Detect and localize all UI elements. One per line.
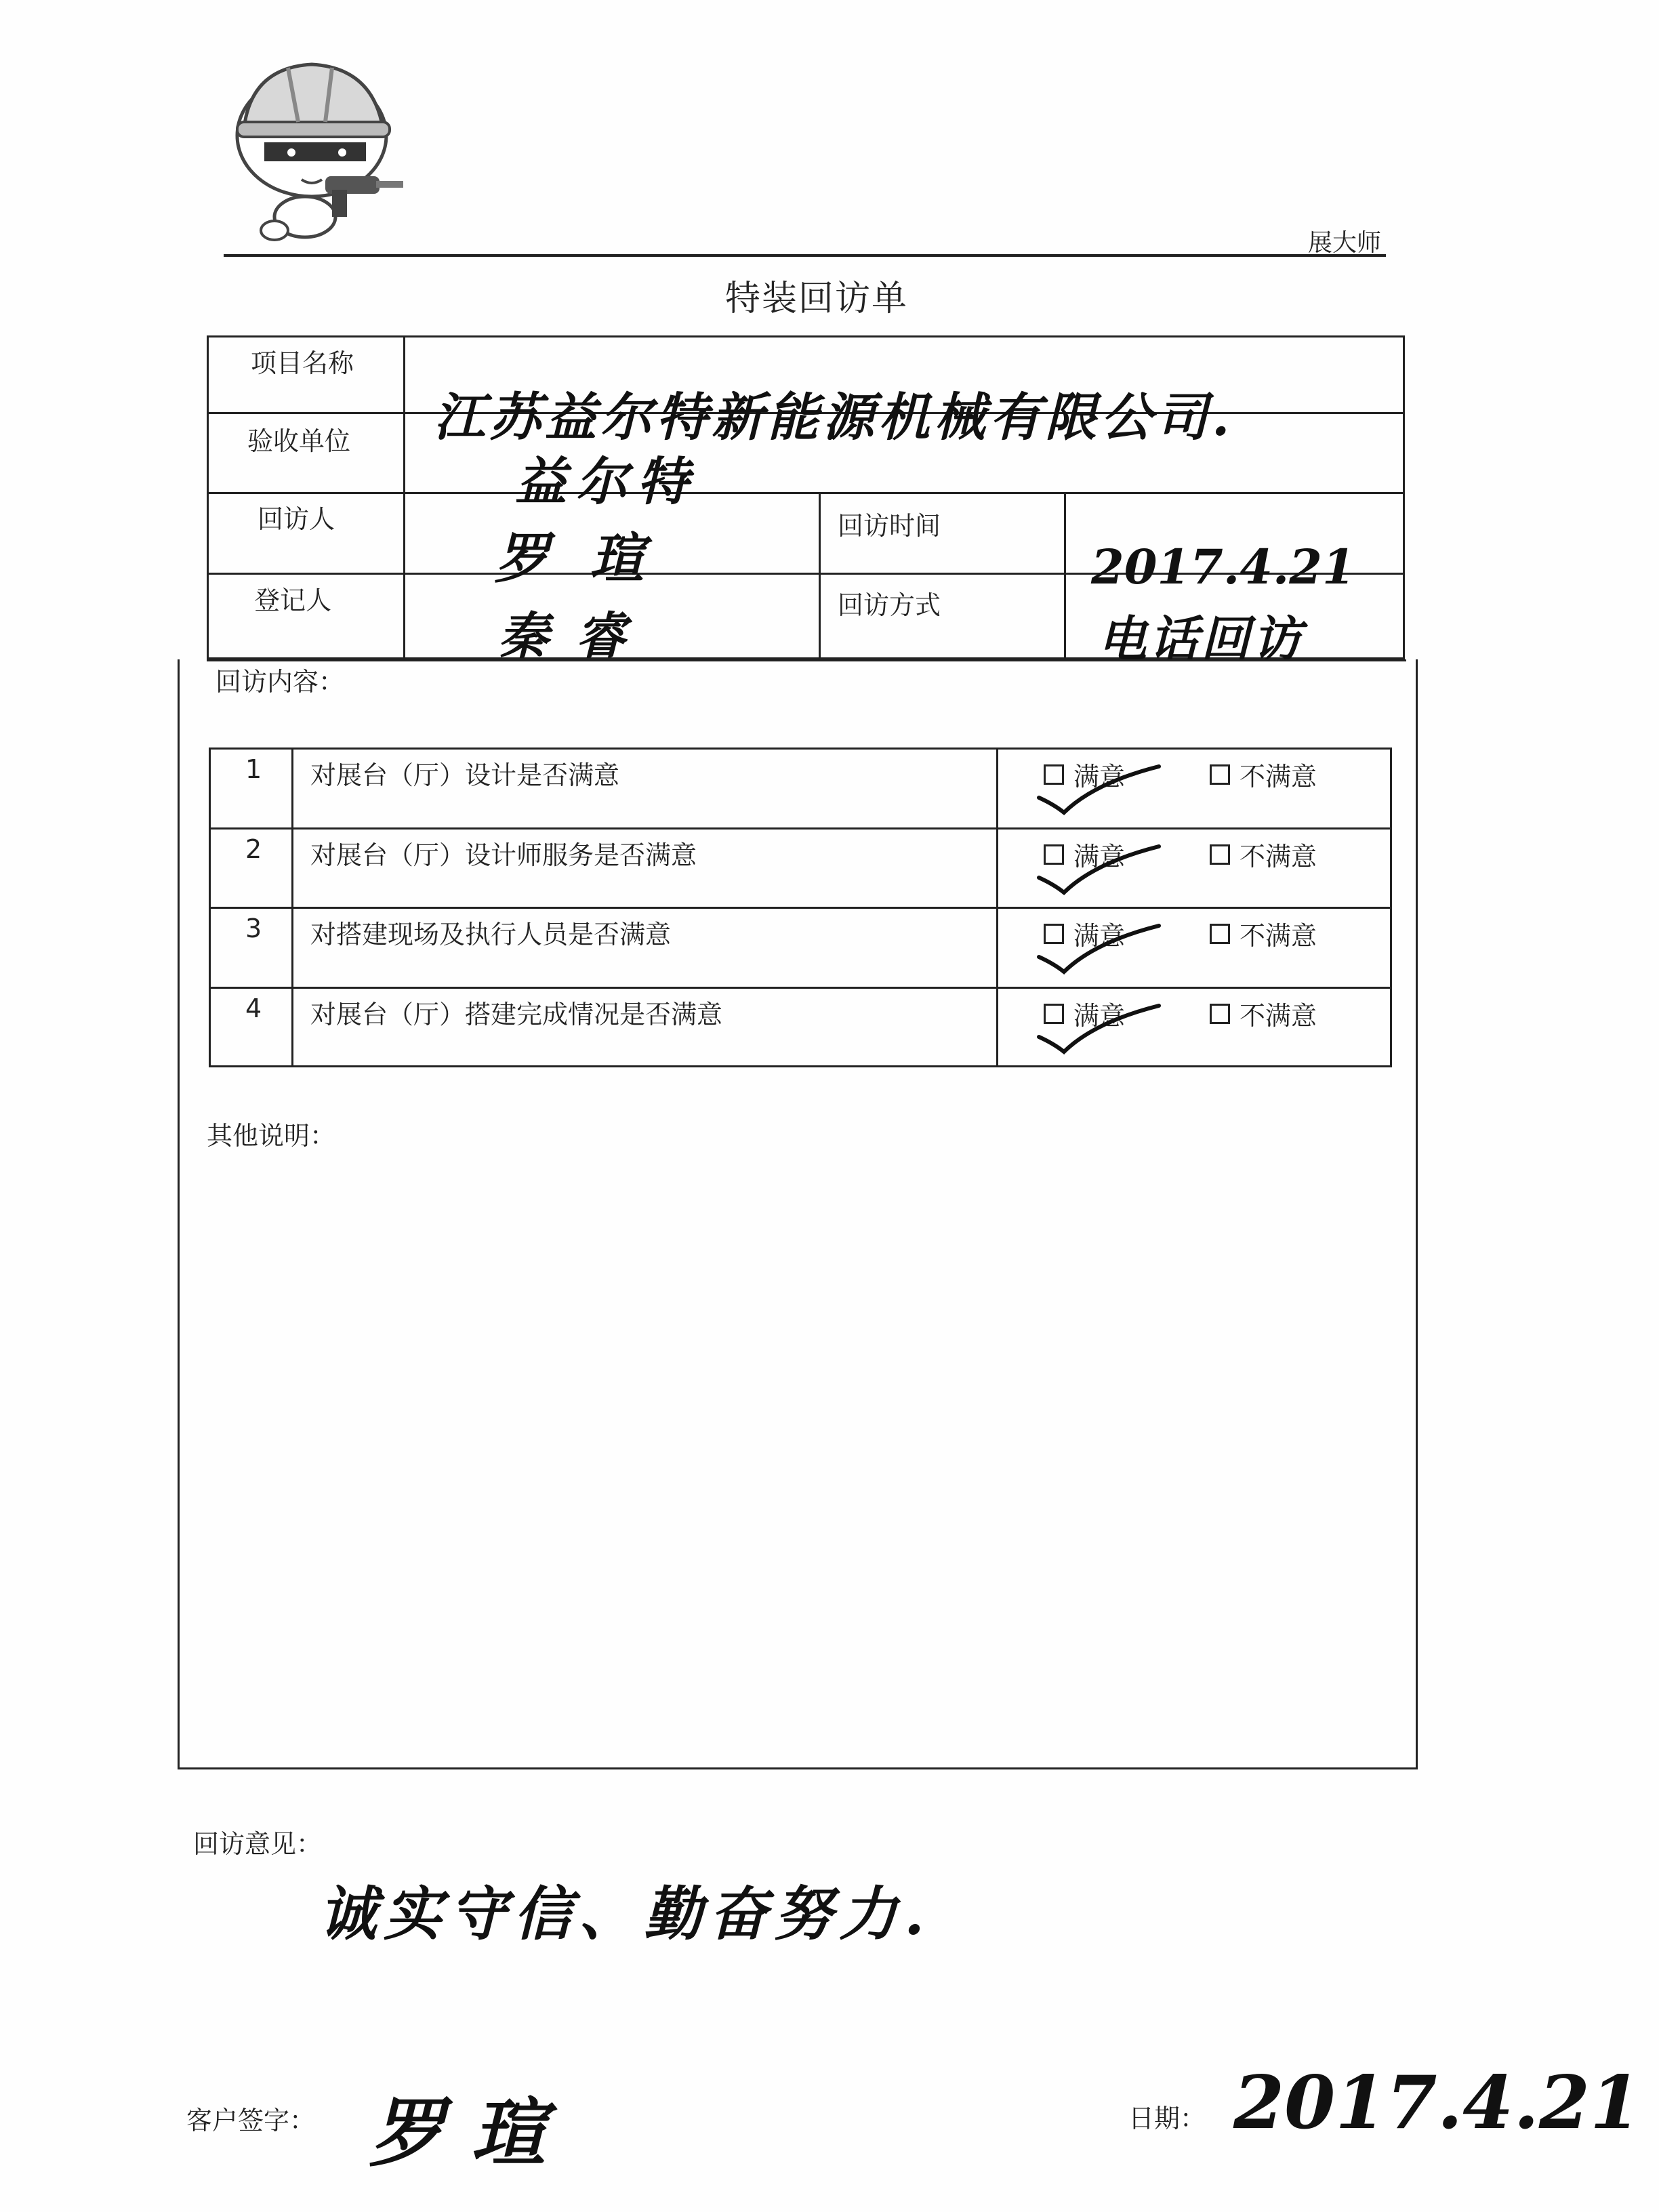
- option-label: 不满意: [1240, 842, 1317, 872]
- option-label: 不满意: [1240, 921, 1317, 951]
- feedback-value: 诚实守信、勤奋努力.: [319, 1880, 931, 1948]
- question-text: 对展台（厅）搭建完成情况是否满意: [310, 1000, 723, 1029]
- content-label: 回访内容：: [216, 667, 345, 697]
- visit-time-value: 2017.4.21: [1091, 539, 1355, 595]
- feedback-label: 回访意见：: [193, 1829, 323, 1859]
- option-label: 满意: [1073, 842, 1126, 872]
- mascot-logo-icon: [224, 54, 407, 244]
- other-notes-label: 其他说明：: [207, 1121, 336, 1151]
- unsatisfied-option[interactable]: [1210, 915, 1317, 952]
- question-number: 1: [245, 754, 262, 784]
- registrar-value: 秦睿: [498, 607, 653, 665]
- visit-method-value: 电话回访: [1098, 610, 1305, 668]
- checkmark-icon: [1033, 762, 1162, 817]
- question-text: 对展台（厅）设计是否满意: [310, 760, 620, 790]
- brand-name: 展大师: [1308, 229, 1382, 257]
- option-label: 满意: [1073, 762, 1126, 792]
- visit-method-label: 回访方式: [838, 590, 941, 620]
- visitor-label: 回访人: [258, 504, 335, 534]
- visitor-value: 罗瑄: [495, 527, 684, 590]
- signature-label: 客户签字：: [186, 2106, 316, 2135]
- checkbox-icon[interactable]: [1210, 1004, 1230, 1024]
- unsatisfied-option[interactable]: [1210, 836, 1317, 873]
- registrar-label: 登记人: [254, 586, 332, 615]
- question-number: 4: [245, 994, 262, 1023]
- header-divider: [224, 254, 1386, 257]
- project-name-value: 江苏益尔特新能源机械有限公司.: [434, 387, 1234, 447]
- unsatisfied-option[interactable]: [1210, 995, 1317, 1032]
- acceptance-unit-value: 益尔特: [515, 451, 698, 512]
- checkbox-icon[interactable]: [1210, 924, 1230, 944]
- date-value: 2017.4.21: [1233, 2060, 1641, 2146]
- question-number: 3: [245, 914, 262, 943]
- checkbox-icon[interactable]: [1210, 764, 1230, 785]
- question-text: 对搭建现场及执行人员是否满意: [310, 920, 672, 949]
- option-label: 不满意: [1240, 1001, 1317, 1031]
- question-number: 2: [245, 834, 262, 864]
- visit-time-label: 回访时间: [838, 511, 941, 541]
- checkmark-icon: [1033, 922, 1162, 976]
- project-name-label: 项目名称: [251, 348, 354, 378]
- page-title: 特装回访单: [725, 279, 909, 319]
- date-label: 日期：: [1128, 2104, 1206, 2133]
- signature-value: 罗瑄: [369, 2089, 573, 2177]
- option-label: 不满意: [1240, 762, 1317, 792]
- checkbox-icon[interactable]: [1210, 844, 1230, 865]
- checkmark-icon: [1033, 842, 1162, 897]
- unsatisfied-option[interactable]: [1210, 756, 1317, 793]
- checkmark-icon: [1033, 1002, 1162, 1056]
- option-label: 满意: [1073, 921, 1126, 951]
- question-text: 对展台（厅）设计师服务是否满意: [310, 840, 697, 870]
- option-label: 满意: [1073, 1001, 1126, 1031]
- acceptance-unit-label: 验收单位: [247, 426, 351, 456]
